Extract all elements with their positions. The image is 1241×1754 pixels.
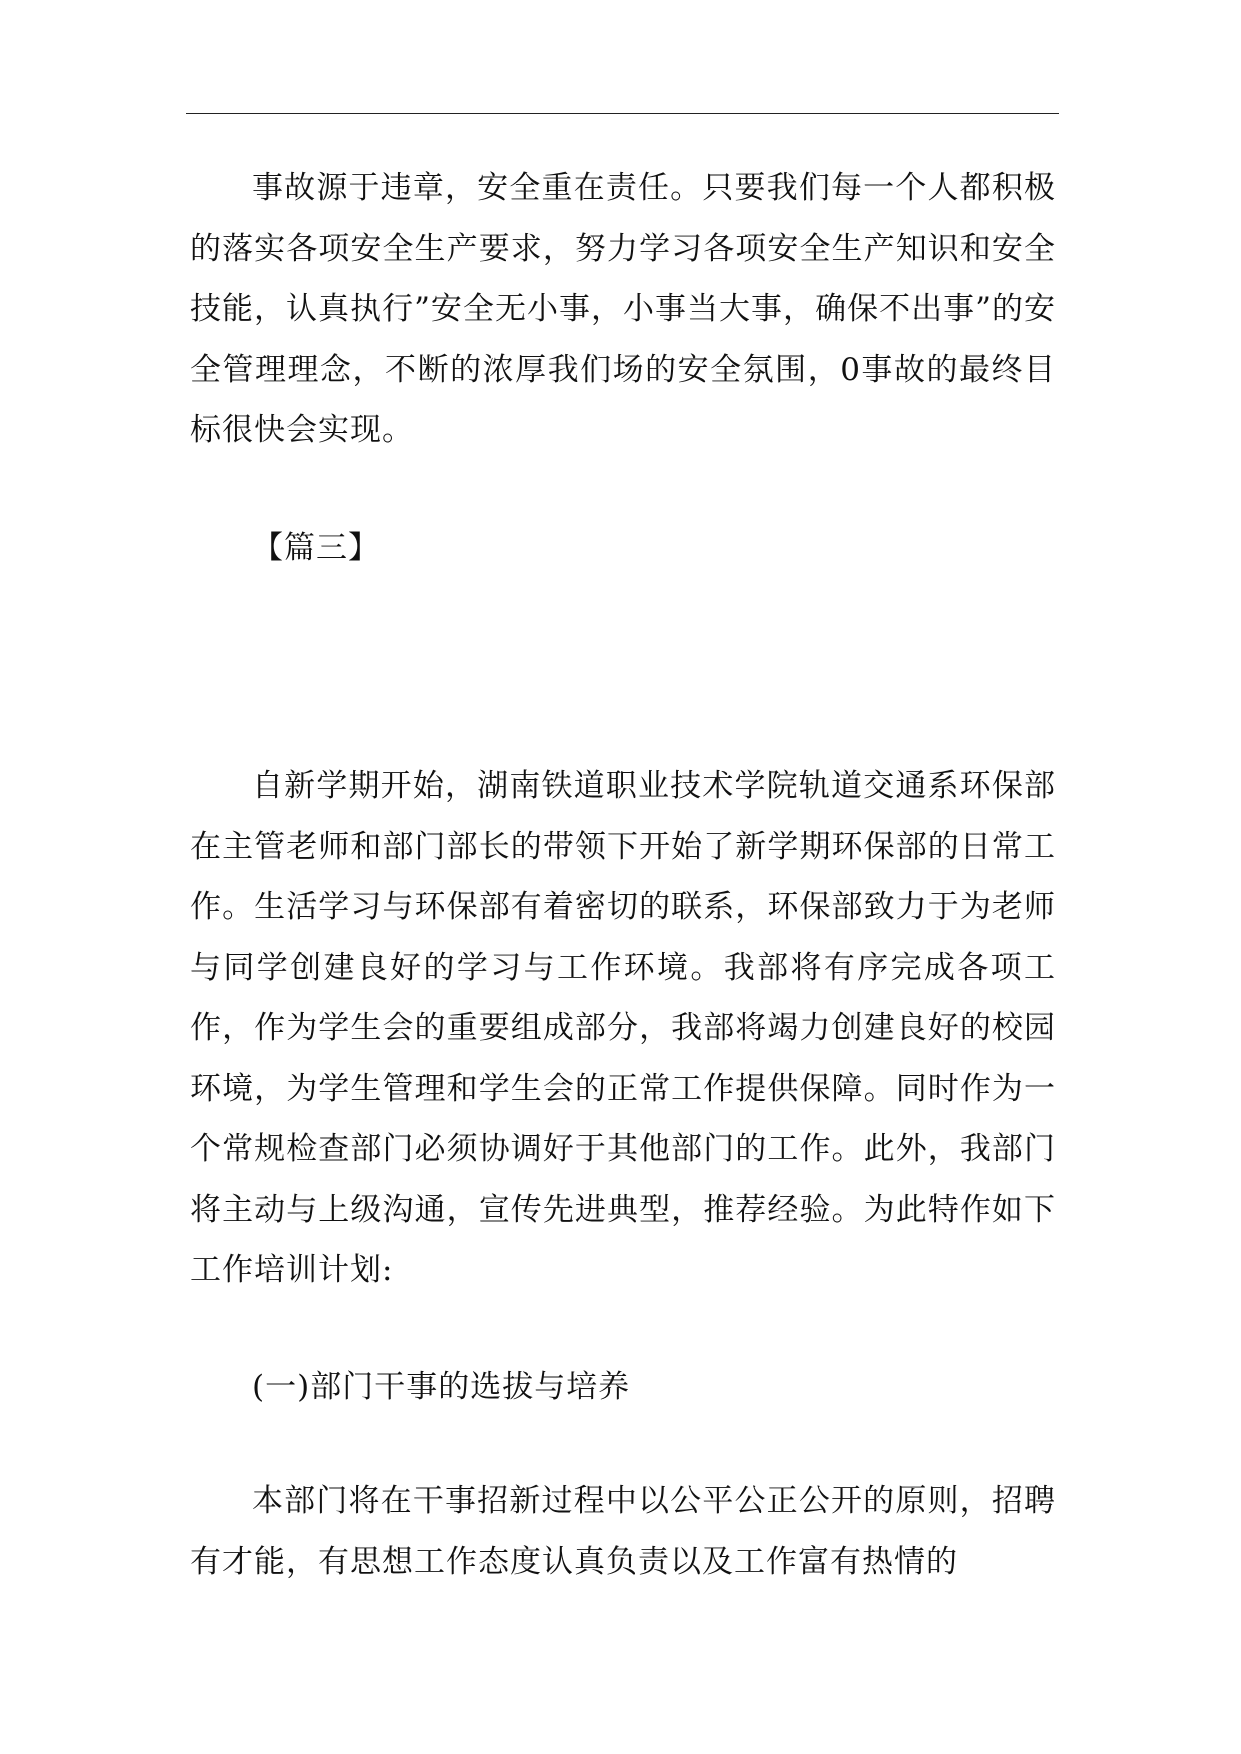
- body-paragraph: 自新学期开始，湖南铁道职业技术学院轨道交通系环保部在主管老师和部门部长的带领下开始了新学期环保部的日常工作。生活学习与环保部有着密切的联系，环保部致力于为老师与同学创建良好的学习与工作环境。我部将有序完成各项工作，作为学生会的重要组成部分，我部将竭力创建良好的校园环境，为学生管理和学生会的正常工作提供保障。同时作为一个常规检查部门必须协调好于其他部门的工作。此外，我部门将主动与上级沟通，宣传先进典型，推荐经验。为此特作如下工作培训计划:: [190, 768, 1056, 1288]
- body-paragraph: 本部门将在干事招新过程中以公平公正公开的原则，招聘有才能，有思想工作态度认真负责以及工作富有热情的: [190, 1483, 1056, 1580]
- header-rule: [186, 113, 1059, 114]
- body-paragraph: 事故源于违章，安全重在责任。只要我们每一个人都积极的落实各项安全生产要求，努力学习各项安全生产知识和安全技能，认真执行”安全无小事，小事当大事，确保不出事”的安全管理理念，不断的浓厚我们场的安全氛围，0事故的最终目标很快会实现。: [190, 170, 1056, 448]
- document-body: [190, 158, 1056, 1592]
- section-heading: 【篇三】: [252, 529, 380, 566]
- subheading: (一)部门干事的选拔与培养: [252, 1368, 631, 1405]
